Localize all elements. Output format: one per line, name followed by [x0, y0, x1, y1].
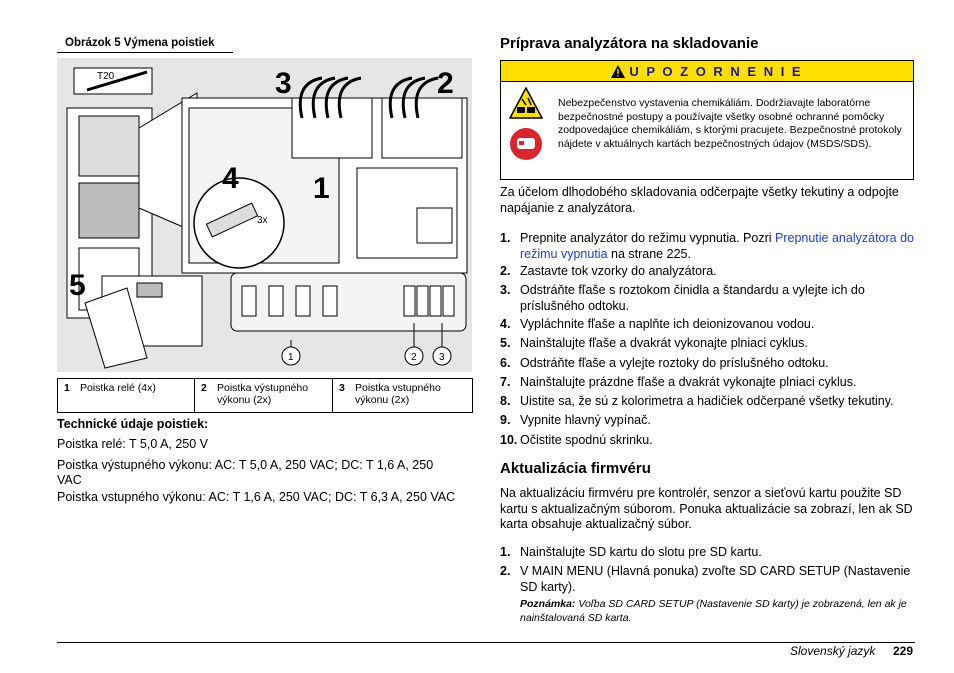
footer-rule [57, 642, 915, 643]
step-number-4: 4 [222, 162, 239, 195]
page-number: 229 [893, 644, 914, 658]
warning-title-bar [501, 61, 913, 82]
chemical-hazard-icon [509, 87, 543, 119]
section-heading-storage: Príprava analyzátora na skladovanie [500, 35, 759, 52]
step-number-1: 1 [313, 172, 330, 205]
section-heading-firmware: Aktualizácia firmvéru [500, 460, 651, 477]
warning-text: Nebezpečenstvo vystavenia chemikáliám. Dodržiavajte laboratórne bezpečnostné postupy a používajte všetky osobné ochranné pomôcky zodpovedajúce chemikáliám, s ktorými pracujete. Bezpečnostné protokoly nájdete v aktuálnych kartách bezpečnostných údajov (MSDS/SDS). [558, 97, 902, 150]
note-text: Poznámka: Voľba SD CARD SETUP (Nastavenie SD karty) je zobrazená, len ak je nainštalovaná SD karta. [520, 598, 907, 624]
step-number-2: 2 [437, 67, 454, 100]
spec-line: Poistka vstupného výkonu: AC: T 1,6 A, 250 VAC; DC: T 6,3 A, 250 VAC [57, 490, 456, 504]
figure-caption: Obrázok 5 Výmena poistiek [65, 37, 215, 49]
legend-item: 1 Poistka relé (4x) [58, 379, 195, 412]
storage-intro: Za účelom dlhodobého skladovania odčerpajte všetky tekutiny a odpojte napájanie z analyzátora. [500, 185, 899, 215]
step-number-5: 5 [69, 269, 86, 302]
tool-label: T20 [97, 71, 115, 82]
firmware-intro: Na aktualizáciu firmvéru pre kontrolér, senzor a sieťovú kartu použite SD kartu s aktualizačným súborom. Ponuka aktualizácie sa zobrazí, len ak SD karta obsahuje aktualizačný súbor. [500, 486, 913, 531]
callout-1: 1 [288, 352, 294, 363]
step-number-3: 3 [275, 67, 292, 100]
warning-box [500, 60, 914, 180]
warning-triangle-icon [611, 65, 625, 78]
shutdown-mode-link[interactable]: Prepnutie analyzátora do režimu vypnutia [520, 231, 914, 261]
count-label: 3x [257, 215, 268, 226]
legend-item: 2 Poistka výstupného výkonu (2x) [195, 379, 333, 412]
spec-line: Poistka relé: T 5,0 A, 250 V [57, 437, 209, 451]
footer-language: Slovenský jazyk [790, 644, 876, 658]
warning-title: U P O Z O R N E N I E [629, 63, 803, 79]
spec-line: Poistka výstupného výkonu: AC: T 5,0 A, 250 VAC; DC: T 1,6 A, 250 VAC [57, 458, 434, 487]
fuse-replacement-illustration [57, 58, 472, 372]
callout-2: 2 [411, 352, 417, 363]
fuse-specs-heading: Technické údaje poistiek: [57, 417, 209, 431]
caption-rule [57, 52, 233, 53]
callout-3: 3 [439, 352, 445, 363]
legend-item: 3 Poistka vstupného výkonu (2x) [339, 382, 441, 406]
figure-legend-table [57, 378, 473, 413]
protective-equipment-icon [509, 127, 543, 161]
